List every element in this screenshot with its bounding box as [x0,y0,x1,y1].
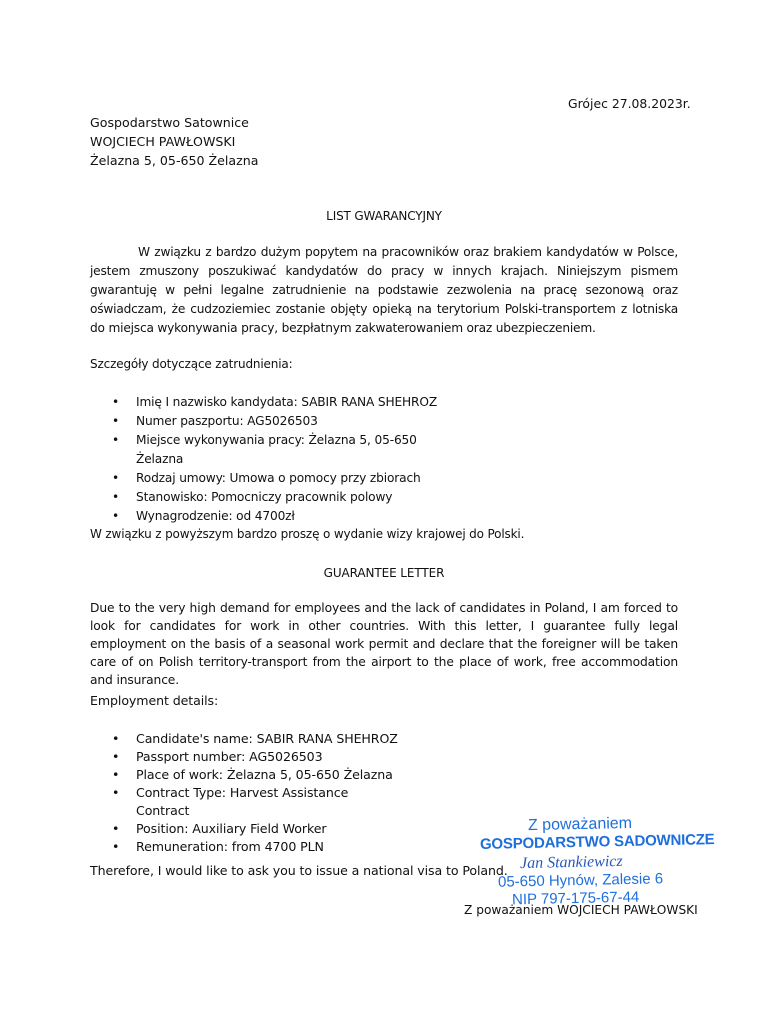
place-date: Grójec 27.08.2023r. [568,96,691,111]
list-item: • Candidate's name: SABIR RANA SHEHROZ [112,730,442,748]
english-closing: Therefore, I would like to ask you to issue a national visa to Poland. [90,863,508,878]
sender-address: Żelazna 5, 05-650 Żelazna [90,153,259,168]
polish-title: LIST GWARANCYJNY [326,209,442,223]
list-item-continuation: Contract [136,803,190,818]
list-item: • Position: Auxiliary Field Worker [112,820,442,838]
list-item: • Place of work: Żelazna 5, 05-650 Żelazna [112,766,442,784]
list-item: • Remuneration: from 4700 PLN [112,838,442,856]
list-item-continuation: Żelazna [136,452,184,466]
sender-name: Gospodarstwo Satownice [90,115,249,130]
stamp-greeting: Z poważaniem [527,814,633,835]
polish-closing: W związku z powyższym bardzo proszę o wydanie wizy krajowej do Polski. [90,527,525,541]
list-item: • Contract Type: Harvest Assistance [112,784,442,802]
stamp-signature: Jan Stankiewicz [519,852,623,873]
list-item: • Rodzaj umowy: Umowa o pomocy przy zbiorach [112,469,442,488]
list-item: • Stanowisko: Pomocniczy pracownik polowy [112,488,442,507]
signature-line: Z poważaniem WOJCIECH PAWŁOWSKI [464,903,698,917]
stamp-nip: NIP 797-175-67-44 [511,888,640,909]
sender-person: WOJCIECH PAWŁOWSKI [90,134,236,149]
list-item: • Wynagrodzenie: od 4700zł [112,507,442,526]
english-title: GUARANTEE LETTER [323,566,445,580]
list-item: • Miejsce wykonywania pracy: Żelazna 5, 05-650 [112,431,442,450]
stamp-address: 05-650 Hynów, Zalesie 6 [497,870,664,891]
polish-details-heading: Szczegóły dotyczące zatrudnienia: [90,357,293,371]
stamp-company: GOSPODARSTWO SADOWNICZE [479,831,715,853]
english-paragraph [90,599,678,689]
list-item: • Passport number: AG5026503 [112,748,442,766]
list-item: • Imię I nazwisko kandydata: SABIR RANA SHEHROZ [112,393,442,412]
list-item: • Numer paszportu: AG5026503 [112,412,442,431]
polish-paragraph [90,243,678,338]
english-paragraph-text: Due to the very high demand for employees and the lack of candidates in Poland, I am forced to look for candidates for work in other countries. With this letter, I guarantee fully legal employment on the basis of a seasonal work permit and declare that the foreigner will be taken care of on Polish territory-transport from the airport to the place of work, free accommodation and insurance. [90,601,678,687]
english-details-heading: Employment details: [90,693,219,708]
english-details-list [112,730,442,856]
polish-paragraph-text: W związku z bardzo dużym popytem na pracowników oraz brakiem kandydatów w Polsce, jestem zmuszony poszukiwać kandydatów do pracy w innych krajach. Niniejszym pismem gwarantuję w pełni legalne zatrudnienie na podstawie zezwolenia na pracę sezonową oraz oświadczam, że cudzoziemiec zostanie objęty opieką na terytorium Polski-transportem z lotniska do miejsca wykonywania pracy, bezpłatnym zakwaterowaniem oraz ubezpieczeniem. [90,245,678,335]
polish-details-list [112,393,442,526]
